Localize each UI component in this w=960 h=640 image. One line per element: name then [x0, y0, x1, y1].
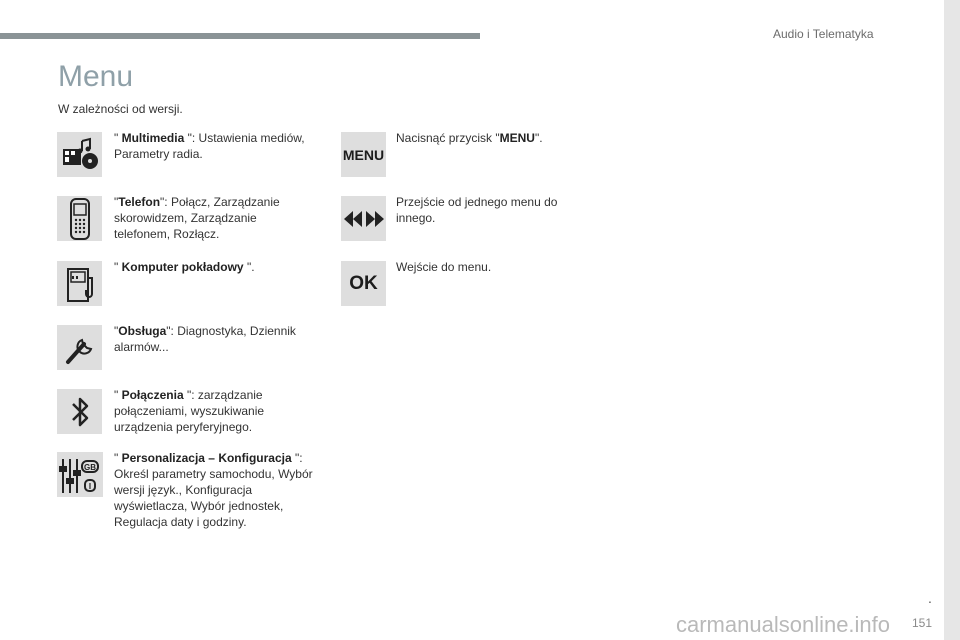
- maintenance-description: "Obsługa": Diagnostyka, Dziennik alarmów...: [114, 324, 296, 354]
- section-title: Audio i Telematyka: [773, 27, 874, 41]
- multimedia-icon: [57, 132, 102, 177]
- page-dot: .: [928, 590, 932, 606]
- header-bar: [0, 33, 480, 39]
- svg-text:I: I: [88, 481, 92, 491]
- settings-sliders-icon: [57, 452, 103, 497]
- ok-button-icon: OK: [341, 261, 386, 306]
- trip-computer-description: " Komputer pokładowy ".: [114, 260, 255, 274]
- connections-description: " Połączenia ": zarządzanie połączeniami, wyszukiwanie urządzenia peryferyjnego.: [114, 388, 265, 434]
- page-subtitle: W zależności od wersji.: [58, 102, 183, 116]
- svg-text:GB: GB: [84, 462, 96, 472]
- telephone-icon: [57, 196, 102, 241]
- watermark: carmanualsonline.info: [676, 612, 891, 637]
- trip-computer-icon: [57, 261, 102, 306]
- bluetooth-icon: [57, 389, 102, 434]
- telephone-description: "Telefon": Połącz, Zarządzanie skorowidzem, Zarządzanie telefonem, Rozłącz.: [114, 195, 280, 241]
- wrench-icon: [57, 325, 102, 370]
- ok-button-description: Wejście do menu.: [396, 260, 492, 274]
- multimedia-description: " Multimedia ": Ustawienia mediów, Parametry radia.: [114, 131, 305, 161]
- menu-button-icon: MENU: [341, 132, 386, 177]
- navigation-description: Przejście od jednego menu do innego.: [396, 195, 558, 225]
- arrows-left-right-icon: [341, 196, 386, 241]
- page-number: 151: [912, 616, 933, 630]
- menu-button-description: Nacisnąć przycisk "MENU".: [396, 131, 543, 145]
- personalization-description: " Personalizacja – Konfiguracja ": Określ parametry samochodu, Wybór wersji język., Konfiguracja wyświetlacza, Wybór jednostek, Regulacja daty i godziny.: [114, 451, 313, 529]
- page-title: Menu: [58, 60, 134, 93]
- page-edge-strip: [944, 0, 960, 640]
